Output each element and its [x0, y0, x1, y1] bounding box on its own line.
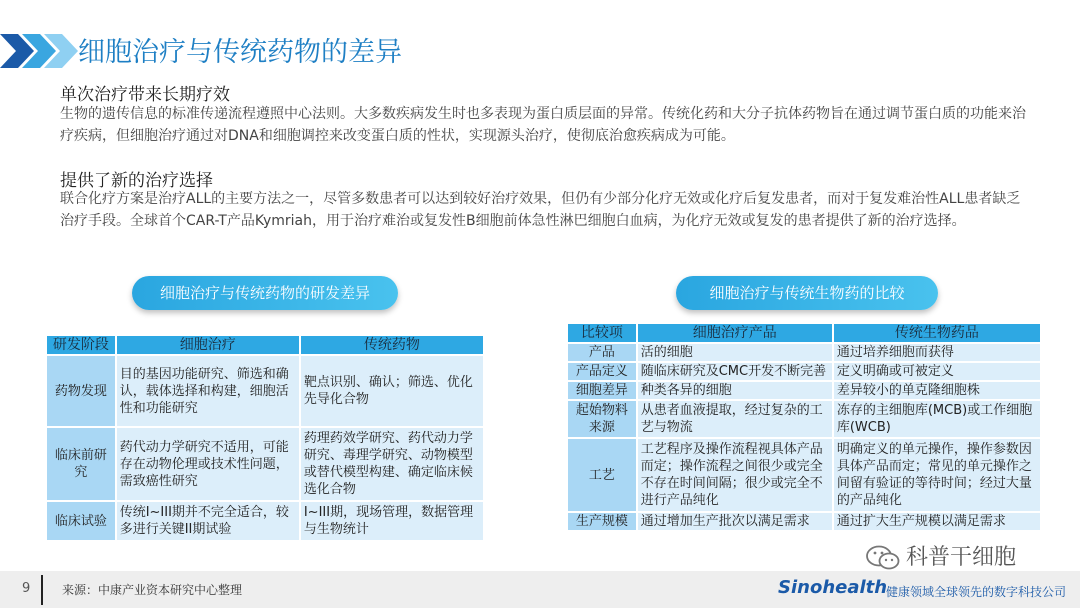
wechat-watermark	[866, 540, 1016, 571]
table-cell: 明确定义的单元操作，操作参数因具体产品而定；常见的单元操作之间留有验证的等待时间；经过大量的产品纯化	[833, 438, 1041, 512]
table-cell: 定义明确或可被定义	[833, 362, 1041, 381]
row-header: 工艺	[567, 438, 637, 512]
page-title: 细胞治疗与传统药物的差异	[78, 37, 402, 68]
chevron-right-icon	[44, 34, 78, 68]
row-header: 细胞差异	[567, 381, 637, 400]
row-header: 药物发现	[46, 355, 116, 427]
table-cell: 目的基因功能研究、筛选和确认，载体选择和构建，细胞活性和功能研究	[116, 355, 300, 427]
company-slogan: 健康领域全球领先的数字科技公司	[886, 585, 1067, 599]
table-cell: 从患者血液提取，经过复杂的工艺与物流	[637, 400, 833, 438]
table-header: 细胞治疗	[116, 335, 300, 355]
table-row	[46, 355, 484, 427]
table-cell: 药代动力学研究不适用，可能存在动物伦理或技术性问题，需致癌性研究	[116, 427, 300, 501]
rd-difference-table	[45, 334, 485, 542]
table-cell: 活的细胞	[637, 343, 833, 362]
table-row	[567, 400, 1041, 438]
table-cell: 通过扩大生产规模以满足需求	[833, 512, 1041, 531]
row-header: 临床前研究	[46, 427, 116, 501]
table-row	[567, 381, 1041, 400]
biologics-comparison-table	[566, 322, 1042, 532]
table-header: 比较项	[567, 323, 637, 343]
table-cell: 通过培养细胞而获得	[833, 343, 1041, 362]
section-text-long-term: 生物的遗传信息的标准传递流程遵照中心法则。大多数疾病发生时也多表现为蛋白质层面的异常。传统化药和大分子抗体药物旨在通过调节蛋白质的功能来治疗疾病，但细胞治疗通过对DNA和细胞调控来改变蛋白质的性状，实现源头治疗，使彻底治愈疾病成为可能。	[60, 106, 1026, 144]
table-header: 研发阶段	[46, 335, 116, 355]
table-row	[46, 501, 484, 541]
source-note: 来源：中康产业资本研究中心整理	[62, 583, 243, 597]
table-header: 细胞治疗产品	[637, 323, 833, 343]
table2-label-pill: 细胞治疗与传统生物药的比较	[676, 276, 938, 310]
table-header: 传统生物药品	[833, 323, 1041, 343]
page-divider	[41, 575, 43, 605]
watermark-text: 科普干细胞	[906, 545, 1017, 570]
table-cell: 差异较小的单克隆细胞株	[833, 381, 1041, 400]
row-header: 产品定义	[567, 362, 637, 381]
row-header: 产品	[567, 343, 637, 362]
table-cell: 靶点识别、确认；筛选、优化先导化合物	[300, 355, 484, 427]
row-header: 临床试验	[46, 501, 116, 541]
table-cell: 随临床研究及CMC开发不断完善	[637, 362, 833, 381]
table-cell: I~III期，现场管理，数据管理与生物统计	[300, 501, 484, 541]
table-cell: 药理药效学研究、药代动力学研究、毒理学研究、动物模型或替代模型构建、确定临床候选化合物	[300, 427, 484, 501]
section-heading-new-option: 提供了新的治疗选择	[60, 171, 213, 191]
table1-label-pill: 细胞治疗与传统药物的研发差异	[132, 276, 398, 310]
row-header: 起始物料来源	[567, 400, 637, 438]
table-row	[567, 343, 1041, 362]
table-row	[567, 512, 1041, 531]
page-number: 9	[22, 581, 31, 596]
row-header: 生产规模	[567, 512, 637, 531]
table-row	[46, 427, 484, 501]
table-row	[567, 438, 1041, 512]
table-cell: 工艺程序及操作流程视具体产品而定；操作流程之间很少或完全不存在时间间隔；很少或完全不进行产品纯化	[637, 438, 833, 512]
footer	[0, 571, 1080, 608]
sinohealth-logo: Sinohealth	[778, 577, 888, 598]
wechat-icon	[866, 545, 900, 571]
section-heading-long-term: 单次治疗带来长期疗效	[60, 85, 230, 105]
table-row	[567, 362, 1041, 381]
table-header: 传统药物	[300, 335, 484, 355]
table-cell: 冻存的主细胞库(MCB)或工作细胞库(WCB)	[833, 400, 1041, 438]
table-cell: 种类各异的细胞	[637, 381, 833, 400]
table-cell: 传统I~III期并不完全适合，较多进行关键II期试验	[116, 501, 300, 541]
section-text-new-option: 联合化疗方案是治疗ALL的主要方法之一，尽管多数患者可以达到较好治疗效果，但仍有少部分化疗无效或化疗后复发患者，而对于复发难治性ALL患者缺乏治疗手段。全球首个CAR-T产品Kymriah，用于治疗难治或复发性B细胞前体急性淋巴细胞白血病，为化疗无效或复发的患者提供了新的治疗选择。	[60, 191, 1021, 229]
table-cell: 通过增加生产批次以满足需求	[637, 512, 833, 531]
